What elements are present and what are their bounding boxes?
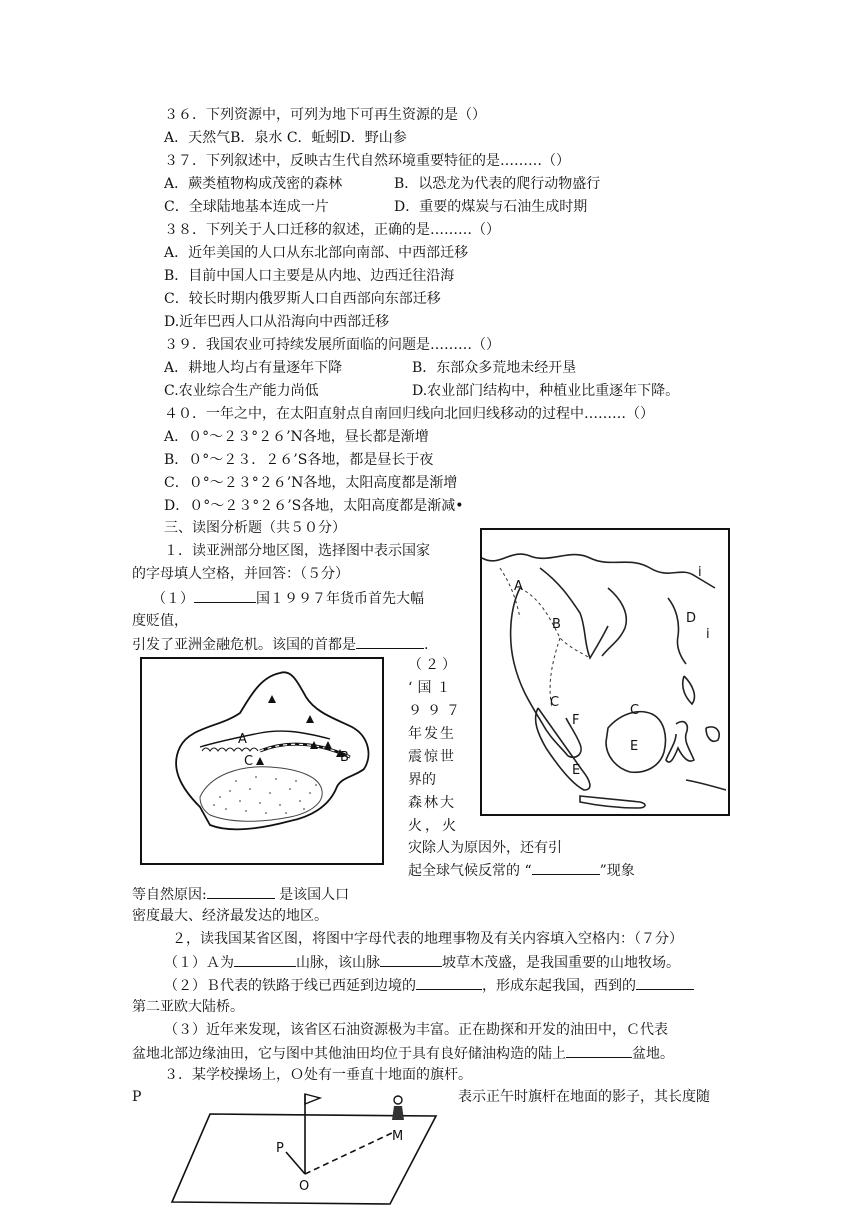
s3q3-stem: ３．某学校操场上，Ｏ处有一垂直十地面的旗杆。 bbox=[164, 1067, 472, 1083]
q39-option-c: C.农业综合生产能力尚低 bbox=[164, 383, 319, 399]
asia-label-b: B bbox=[552, 617, 561, 632]
s3q1-line1: １．读亚洲部分地区图，选择图中表示国家 bbox=[164, 543, 430, 559]
asia-label-f: F bbox=[572, 713, 580, 728]
s3q1-capital-line bbox=[132, 634, 428, 655]
xinjiang-label-a: A bbox=[238, 732, 247, 747]
s3q2-part2 bbox=[164, 975, 694, 996]
s3q1-line2: 的字母填人空格，并回答：（５分） bbox=[132, 566, 349, 582]
answer-blank[interactable] bbox=[234, 952, 296, 967]
s3q2-stem: ２，读我国某省区图，将图中字母代表的地理事物及有关内容填入空格内：（７分） bbox=[172, 931, 683, 947]
q39-stem: ３９．我国农业可持续发展所面临的问题是………（） bbox=[164, 337, 500, 353]
q37-option-c: C．全球陆地基本连成一片 bbox=[164, 199, 329, 215]
s3q1-col-6: 森林大 bbox=[408, 795, 456, 811]
asia-label-i-1: i bbox=[698, 565, 702, 580]
answer-blank[interactable] bbox=[416, 975, 482, 990]
s3q1-part1-text: 国１９９７年货币首先大幅 bbox=[256, 591, 424, 607]
s3q2-part1-c: 坡草木茂盛，是我国重要的山地牧场。 bbox=[442, 955, 680, 971]
q37-stem: ３７．下列叙述中，反映古生代自然环境重要特征的是………（） bbox=[164, 153, 570, 169]
s3q1-col-7: 火，火 bbox=[408, 818, 459, 834]
q40-option-d: D．０°～２３°２６’S各地，太阳高度都是渐减• bbox=[164, 498, 464, 514]
answer-blank[interactable] bbox=[566, 1043, 632, 1058]
s3q1-col-1: ‘国１ bbox=[408, 680, 456, 696]
s3q1-col-5: 界的 bbox=[408, 772, 436, 788]
s3q2-part3: （３）近年来发现，该省区石油资源极为丰富。正在勘探和开发的油田中，Ｃ代表 bbox=[164, 1022, 668, 1038]
s3q2-part3-b: 盆地北部边缘油田，它与图中其他油田均位于具有良好储油构造的陆上 bbox=[132, 1046, 566, 1062]
s3q2-part3-cont bbox=[132, 1043, 674, 1064]
q38-stem: ３８．下列关于人口迁移的叙述，正确的是………（） bbox=[164, 222, 500, 238]
s3q1-col-0: （２） bbox=[408, 657, 459, 673]
s3q2-part1 bbox=[164, 952, 680, 973]
s3q1-line6: 密度最大、经济最发达的地区。 bbox=[132, 908, 328, 924]
xinjiang-map bbox=[140, 657, 384, 865]
q37-option-b: B．以恐龙为代表的爬行动物盛行 bbox=[394, 176, 601, 192]
flagpole-label-m: M bbox=[392, 1129, 404, 1144]
asia-label-i-2: i bbox=[706, 627, 710, 642]
q40-stem: ４０．一年之中，在太阳直射点自南回归线向北回归线移动的过程中………（） bbox=[164, 406, 654, 422]
q36-stem: ３６．下列资源中，可列为地下可再生资源的是（） bbox=[164, 107, 486, 123]
q38-option-d: D.近年巴西人口从沿海向中西部迁移 bbox=[164, 314, 390, 330]
asia-label-c-east: C bbox=[630, 703, 640, 718]
asia-label-d: D bbox=[686, 611, 697, 626]
s3q2-part1-a: （１）Ａ为 bbox=[164, 955, 234, 971]
answer-blank[interactable] bbox=[636, 975, 694, 990]
s3q1-col-2: ９９７ bbox=[408, 703, 465, 719]
s3q2-part2-b: ，形成东起我国，西到的 bbox=[482, 978, 636, 994]
q40-option-c: C．０°～２３°２６’N各地，太阳高度都是渐增 bbox=[164, 475, 458, 491]
xinjiang-label-c: C bbox=[244, 754, 254, 769]
q39-option-d: D.农业部门结构中，种植业比重逐年下降。 bbox=[412, 383, 680, 399]
s3q2-part2-a: （２）Ｂ代表的铁路于线已西延到边境的 bbox=[164, 978, 416, 994]
s3q1-line5-end: 是该国人口 bbox=[274, 887, 350, 903]
q38-option-b: B．目前中国人口主要是从内地、边西迁往沿海 bbox=[164, 268, 455, 284]
s3q1-line4-text: 起全球气候反常的 “ bbox=[408, 863, 532, 879]
q40-option-a: A．０°～２３°２６’N各地，昼长都是渐增 bbox=[164, 429, 429, 445]
s3q1-part1 bbox=[152, 588, 424, 609]
s3q1-col-4: 震惊世 bbox=[408, 749, 456, 765]
asia-label-a: A bbox=[514, 579, 523, 594]
section3-heading: 三、读图分析题（共５０分） bbox=[164, 520, 346, 536]
s3q1-line5-text: 等自然原因: bbox=[132, 887, 207, 903]
s3q1-line4 bbox=[408, 860, 635, 881]
xinjiang-label-b: B bbox=[340, 750, 349, 765]
answer-blank[interactable] bbox=[380, 952, 442, 967]
q37-option-d: D．重要的煤炭与石油生成时期 bbox=[394, 199, 588, 215]
asia-map bbox=[480, 528, 730, 816]
s3q1-line5 bbox=[132, 884, 349, 905]
answer-blank[interactable] bbox=[532, 860, 600, 875]
s3q1-col-3: 年发生 bbox=[408, 726, 456, 742]
q40-option-b: B．０°～２３．２６’S各地，都是昼长于夜 bbox=[164, 452, 434, 468]
s3q1-capital-text: 引发了亚洲金融危机。该国的首都是 bbox=[132, 637, 356, 653]
asia-label-e-sumatra: E bbox=[572, 763, 581, 778]
answer-blank[interactable] bbox=[194, 588, 256, 603]
s3q1-part1-prefix: （１） bbox=[152, 591, 194, 607]
s3q1-capital-dot: . bbox=[424, 637, 429, 653]
s3q1-line3: 灾除人为原因外，还有引 bbox=[408, 840, 562, 856]
s3q2-part3-c: 盆地。 bbox=[632, 1046, 674, 1062]
answer-blank[interactable] bbox=[207, 884, 275, 899]
q37-option-a: A．蕨类植物构成茂密的森林 bbox=[164, 176, 343, 192]
q39-option-b: B．东部众多荒地未经开垦 bbox=[412, 360, 577, 376]
s3q3-right-text: 表示正午时旗杆在地面的影子，其长度随 bbox=[458, 1089, 710, 1105]
asia-label-e-borneo: E bbox=[630, 739, 639, 754]
q38-option-c: C．较长时期内俄罗斯人口自西部向东部迁移 bbox=[164, 291, 441, 307]
s3q2-part1-b: 山脉，该山脉 bbox=[296, 955, 380, 971]
flagpole-label-o: O bbox=[299, 1179, 310, 1194]
q38-option-a: A．近年美国的人口从东北部向南部、中西部迁移 bbox=[164, 245, 469, 261]
s3q1-line4-end: ”现象 bbox=[599, 863, 635, 879]
asia-label-c-west: C bbox=[550, 695, 560, 710]
answer-blank[interactable] bbox=[356, 634, 424, 649]
flagpole-diagram bbox=[160, 1086, 440, 1206]
q39-option-a: A．耕地人均占有量逐年下降 bbox=[164, 360, 343, 376]
q36-options: A．天然气B．泉水 C．蚯蚓D．野山参 bbox=[164, 130, 407, 146]
s3q3-p-mark: P bbox=[132, 1089, 142, 1105]
s3q1-part1-cont: 度贬值， bbox=[132, 613, 188, 629]
s3q2-part2-cont: 第二亚欧大陆桥。 bbox=[132, 999, 244, 1015]
flagpole-label-p: P bbox=[276, 1141, 284, 1156]
